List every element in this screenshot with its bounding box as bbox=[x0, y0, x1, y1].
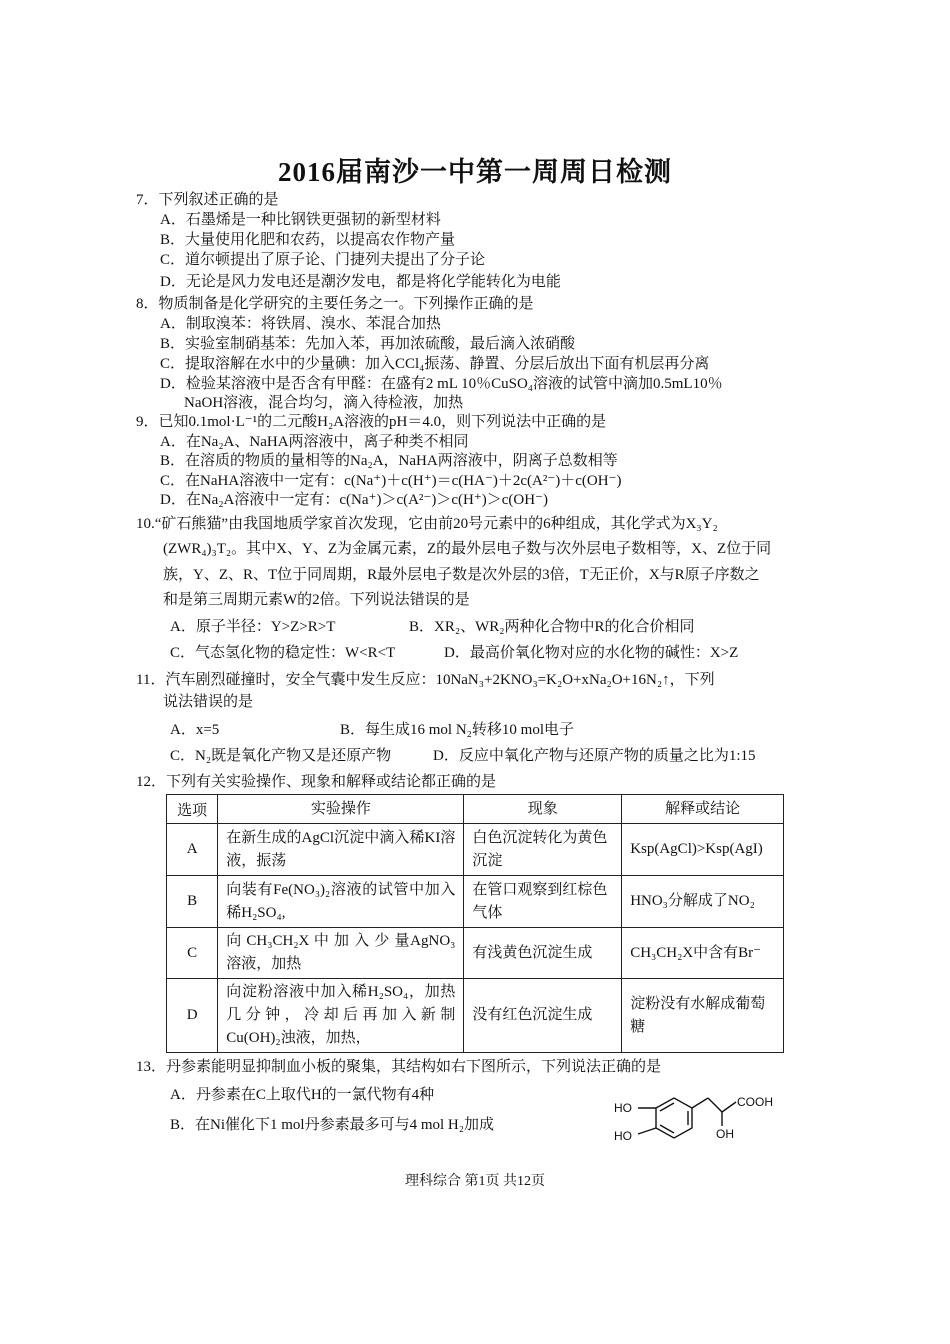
ho-bottom-label: HO bbox=[614, 1129, 632, 1143]
question-10-line-3: 族，Y、Z、R、T位于同周期，R最外层电子数是次外层的3倍，T无正价，X与R原子序数之 bbox=[163, 567, 760, 583]
q8-option-d-cont: NaOH溶液，混合均匀，滴入待检液，加热 bbox=[184, 395, 464, 411]
question-10-line-2: (ZWR₄)₃T₂。其中X、Y、Z为金属元素，Z的最外层电子数与次外层电子数相等，X、Z位于同 bbox=[163, 541, 772, 557]
q9-option-b: B．在溶质的物质的量相等的Na₂A，NaHA两溶液中，阴离子总数相等 bbox=[160, 453, 618, 469]
bond bbox=[722, 1102, 736, 1112]
row-phenomenon: 在管口观察到红棕色气体 bbox=[464, 876, 622, 928]
q9-option-d: D．在Na₂A溶液中一定有：c(Na⁺)＞c(A²⁻)＞c(H⁺)＞c(OH⁻) bbox=[160, 492, 548, 508]
header-option: 选项 bbox=[167, 795, 218, 824]
table-row bbox=[167, 824, 784, 876]
experiment-table bbox=[166, 794, 784, 1053]
cooh-label: COOH bbox=[737, 1095, 773, 1109]
benzene-ring bbox=[656, 1098, 692, 1138]
question-11-line-2: 说法错误的是 bbox=[163, 694, 254, 710]
q7-option-d: D．无论是风力发电还是潮汐发电，都是将化学能转化为电能 bbox=[160, 274, 561, 290]
q13-option-b: B．在Ni催化下1 mol丹参素最多可与4 mol H₂加成 bbox=[170, 1117, 494, 1133]
row-option: B bbox=[167, 876, 218, 928]
q8-option-a: A．制取溴苯：将铁屑、溴水、苯混合加热 bbox=[160, 316, 441, 332]
row-conclusion: CH₃CH₂X中含有Br⁻ bbox=[622, 928, 784, 979]
question-8: 8．物质制备是化学研究的主要任务之一。下列操作正确的是 bbox=[136, 296, 534, 312]
bond bbox=[692, 1098, 708, 1108]
page-footer: 理科综合 第1页 共12页 bbox=[405, 1174, 545, 1189]
q13-option-a: A．丹参素在C上取代H的一氯代物有4种 bbox=[170, 1087, 435, 1103]
q8-option-d: D．检验某溶液中是否含有甲醛：在盛有2 mL 10％CuSO₄溶液的试管中滴加0.5mL10％ bbox=[160, 376, 723, 392]
row-phenomenon: 没有红色沉淀生成 bbox=[464, 979, 622, 1053]
row-conclusion: HNO₃分解成了NO₂ bbox=[622, 876, 784, 928]
header-phenomenon: 现象 bbox=[464, 795, 622, 824]
row-operation: 在新生成的AgCl沉淀中滴入稀KI溶液，振荡 bbox=[218, 824, 464, 876]
q7-option-c: C．道尔顿提出了原子论、门捷列夫提出了分子论 bbox=[160, 252, 486, 268]
q9-option-c: C．在NaHA溶液中一定有：c(Na⁺)＋c(H⁺)＝c(HA⁻)＋2c(A²⁻)＋c(OH⁻) bbox=[160, 473, 622, 489]
q11-option-d: D．反应中氧化产物与还原产物的质量之比为1:15 bbox=[433, 748, 756, 764]
oh-label: OH bbox=[716, 1127, 734, 1141]
q7-option-b: B．大量使用化肥和农药，以提高农作物产量 bbox=[160, 232, 456, 248]
row-option: A bbox=[167, 824, 218, 876]
q10-option-a: A．原子半径：Y>Z>R>T bbox=[170, 619, 336, 635]
danshensu-structure-diagram bbox=[608, 1090, 788, 1160]
row-operation: 向 CH₃CH₂X 中 加 入 少 量AgNO₃溶液，加热 bbox=[218, 928, 464, 979]
bond bbox=[708, 1098, 722, 1112]
table-row bbox=[167, 928, 784, 979]
q8-option-c: C．提取溶解在水中的少量碘：加入CCl₄振荡、静置、分层后放出下面有机层再分离 bbox=[160, 356, 710, 372]
q10-option-c: C．气态氢化物的稳定性：W<R<T bbox=[170, 645, 396, 661]
question-10: 10.“矿石熊猫”由我国地质学家首次发现，它由前20号元素中的6种组成，其化学式为X₃Y₂ bbox=[136, 516, 718, 532]
row-conclusion: Ksp(AgCl)>Ksp(AgI) bbox=[622, 824, 784, 876]
row-phenomenon: 有浅黄色沉淀生成 bbox=[464, 928, 622, 979]
question-9: 9．已知0.1mol·L⁻¹的二元酸H₂A溶液的pH＝4.0，则下列说法中正确的是 bbox=[136, 414, 607, 430]
question-13: 13．丹参素能明显抑制血小板的聚集，其结构如右下图所示，下列说法正确的是 bbox=[136, 1059, 662, 1075]
q11-option-a: A．x=5 bbox=[170, 722, 220, 738]
row-operation: 向淀粉溶液中加入稀H₂SO₄，加热几分钟，冷却后再加入新制Cu(OH)₂浊液，加热， bbox=[218, 979, 464, 1053]
q7-option-a: A．石墨烯是一种比钢铁更强韧的新型材料 bbox=[160, 212, 441, 228]
row-operation: 向装有Fe(NO₃)₂溶液的试管中加入稀H₂SO₄, bbox=[218, 876, 464, 928]
q9-option-a: A．在Na₂A、NaHA两溶液中，离子种类不相同 bbox=[160, 434, 469, 450]
question-12: 12．下列有关实验操作、现象和解释或结论都正确的是 bbox=[136, 774, 497, 790]
row-conclusion: 淀粉没有水解成葡萄糖 bbox=[622, 979, 784, 1053]
row-option: C bbox=[167, 928, 218, 979]
q11-option-b: B．每生成16 mol N₂转移10 mol电子 bbox=[340, 722, 574, 738]
question-7: 7．下列叙述正确的是 bbox=[136, 192, 279, 208]
row-phenomenon: 白色沉淀转化为黄色沉淀 bbox=[464, 824, 622, 876]
ho-top-label: HO bbox=[614, 1101, 632, 1115]
row-option: D bbox=[167, 979, 218, 1053]
q10-option-b: B．XR₂、WR₂两种化合物中R的化合价相同 bbox=[409, 619, 695, 635]
header-conclusion: 解释或结论 bbox=[622, 795, 784, 824]
page-title: 2016届南沙一中第一周周日检测 bbox=[278, 157, 672, 187]
question-11: 11．汽车剧烈碰撞时，安全气囊中发生反应：10NaN₃+2KNO₃=K₂O+xNa₂O+16N₂↑，下列 bbox=[136, 672, 715, 688]
bond bbox=[638, 1128, 656, 1134]
header-operation: 实验操作 bbox=[218, 795, 464, 824]
q10-option-d: D．最高价氧化物对应的水化物的碱性：X>Z bbox=[444, 645, 739, 661]
question-10-line-4: 和是第三周期元素W的2倍。下列说法错误的是 bbox=[163, 592, 470, 608]
q11-option-c: C．N₂既是氧化产物又是还原产物 bbox=[170, 748, 392, 764]
table-header-row bbox=[167, 795, 784, 824]
table-row bbox=[167, 979, 784, 1053]
table-row bbox=[167, 876, 784, 928]
q8-option-b: B．实验室制硝基苯：先加入苯，再加浓硫酸，最后滴入浓硝酸 bbox=[160, 336, 576, 352]
